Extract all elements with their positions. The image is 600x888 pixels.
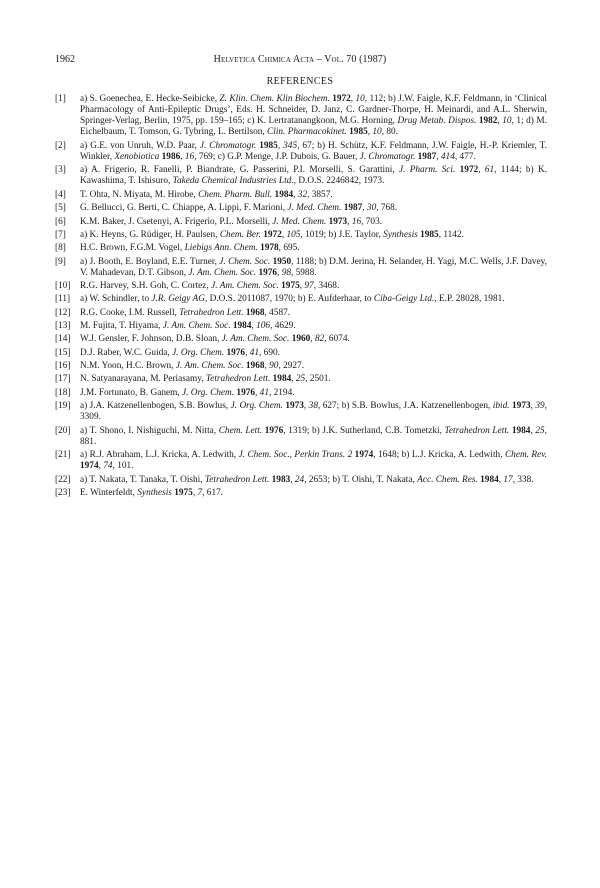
reference-number: [18] <box>55 387 71 398</box>
reference-text: K.M. Baker, J. Csetenyi, A. Frigerio, P.L. Morselli, J. Med. Chem. 1973, 16, 703. <box>80 216 383 227</box>
reference-text: a) S. Goenechea, E. Hecke-Seibicke, Z. Klin. Chem. Klin Biochem. 1972, 10, 112; b) J.W. Faigle, K.F. Feldmann, in ‘Clinical Pharmacology of Anti-Epileptic Drugs’, Eds. H. Schneider, D. Janz, C. Gardner-Thorpe, H. Meinardi, and A.L. Sherwin, Springer-Verlag, Berlin, 1975, pp. 159–165; c) K. Lertratanangkoon, M.G. Horning, Drug Metab. Dispos. 1982, 10, 1; d) M. Eichelbaum, T. Tomson, G. Tybring, L. Bertilson, Clin. Pharmacokinet. 1985, 10, 80. <box>80 94 548 138</box>
reference-text: R.G. Harvey, S.H. Goh, C. Cortez, J. Am. Chem. Soc. 1975, 97, 3468. <box>80 281 340 292</box>
reference-item <box>55 321 547 332</box>
reference-item <box>55 374 547 385</box>
reference-item <box>55 308 547 319</box>
reference-text: a) J. Booth, E. Boyland, E.E. Turner, J. Chem. Soc. 1950, 1188; b) D.M. Jerina, H. Selander, H. Yagi, M.C. Wells, J.F. Davey, V. Mahadevan, D.T. Gibson, J. Am. Chem. Soc. 1976, 98, 5988. <box>80 256 547 278</box>
reference-number: [1] <box>55 94 66 104</box>
reference-text: G. Bellucci, G. Berti, C. Chiappe, A. Lippi, F. Marioni, J. Med. Chem. 1987, 30, 768. <box>80 203 398 214</box>
reference-text: W.J. Gensler, F. Johnson, D.B. Sloan, J. Am. Chem. Soc. 1960, 82, 6074. <box>80 334 350 345</box>
reference-item <box>55 401 547 423</box>
reference-item <box>55 348 547 359</box>
reference-text: N.M. Yoon, H.C. Brown, J. Am. Chem. Soc. 1968, 90, 2927. <box>80 361 305 372</box>
reference-text: H.C. Brown, F.G.M. Vogel, Liebigs Ann. Chem. 1978, 695. <box>80 243 300 254</box>
reference-item <box>55 361 547 372</box>
reference-number: [8] <box>55 243 66 254</box>
reference-number: [14] <box>55 334 71 345</box>
page-number: 1962 <box>55 54 75 65</box>
reference-number: [5] <box>55 203 66 214</box>
reference-item <box>55 257 547 279</box>
reference-text: T. Ohta, N. Miyata, M. Hirobe, Chem. Pharm. Bull. 1984, 32, 3857. <box>80 189 333 200</box>
reference-item <box>55 475 547 486</box>
reference-number: [10] <box>55 281 71 292</box>
reference-number: [13] <box>55 321 71 332</box>
reference-text: D.J. Raber, W.C. Guida, J. Org. Chem. 1976, 41, 690. <box>80 347 280 358</box>
reference-item <box>55 294 547 305</box>
reference-text: a) A. Frigerio, R. Fanelli, P. Biandrate, G. Passerini, P.I. Morselli, S. Garattini, J. Pharm. Sci. 1972, 61, 1144; b) K. Kawashima, T. Ishisuro, Takeda Chemical Industries Ltd., D.O.S. 2246842, 1973. <box>80 165 547 187</box>
reference-text: a) T. Shono, I. Nishiguchi, M. Nitta, Chem. Lett. 1976, 1319; b) J.K. Sutherland, C.B. Tometzki, Tetrahedron Lett. 1984, 25, 881. <box>80 425 547 447</box>
reference-item <box>55 165 547 187</box>
reference-number: [11] <box>55 294 71 305</box>
reference-number: [20] <box>55 425 71 436</box>
reference-number: [21] <box>55 450 71 461</box>
reference-item <box>55 243 547 254</box>
reference-item <box>55 281 547 292</box>
reference-item <box>55 426 547 448</box>
reference-text: a) J.A. Katzenellenbogen, S.B. Bowlus, J. Org. Chem. 1973, 38, 627; b) S.B. Bowlus, J.A. Katzenellenbogen, ibid. 1973, 39, 3309. <box>80 401 547 423</box>
reference-item <box>55 334 547 345</box>
reference-text: a) W. Schindler, to J.R. Geigy AG, D.O.S. 2011087, 1970; b) E. Aufderhaar, to Ciba-Geigy Ltd., E.P. 28028, 1981. <box>80 294 505 305</box>
reference-text: a) G.E. von Unruh, W.D. Paar, J. Chromatogr. 1985, 345, 67; b) H. Schütz, K.F. Feldmann, J.W. Faigle, H.-P. Kriemler, T. Winkler, Xenobiotica 1986, 16, 769; c) G.P. Menge, J.P. Dubois, G. Bauer, J. Chromatogr. 1987, 414, 477. <box>80 140 547 162</box>
reference-number: [6] <box>55 216 66 227</box>
reference-text: R.G. Cooke, I.M. Russell, Tetrahedron Lett. 1968, 4587. <box>80 307 291 318</box>
reference-number: [22] <box>55 474 71 485</box>
reference-item <box>55 217 547 228</box>
section-title: REFERENCES <box>266 76 334 87</box>
reference-number: [3] <box>55 165 66 176</box>
reference-item <box>55 450 547 472</box>
reference-text: a) T. Nakata, T. Tanaka, T. Oishi, Tetrahedron Lett. 1983, 24, 2653; b) T. Oishi, T. Nakata, Acc. Chem. Res. 1984, 17, 338. <box>80 474 534 485</box>
reference-number: [23] <box>55 487 71 498</box>
reference-text: M. Fujita, T. Hiyama, J. Am. Chem. Soc. 1984, 106, 4629. <box>80 321 296 332</box>
page-header <box>55 54 545 68</box>
reference-item <box>55 190 547 201</box>
reference-text: a) K. Heyns, G. Rüdiger, H. Paulsen, Chem. Ber. 1972, 105, 1019; b) J.E. Taylor, Synthesis 1985, 1142. <box>80 229 464 240</box>
journal-title: Helvetica Chimica Acta – Vol. 70 (1987) <box>213 54 387 65</box>
reference-text: J.M. Fortunato, B. Ganem, J. Org. Chem. 1976, 41, 2194. <box>80 387 295 398</box>
reference-number: [7] <box>55 229 66 240</box>
reference-text: a) R.J. Abraham, L.J. Kricka, A. Ledwith, J. Chem. Soc., Perkin Trans. 2 1974, 1648; b) L.J. Kricka, A. Ledwith, Chem. Rev. 1974, 74, 101. <box>80 450 547 472</box>
reference-item <box>55 230 547 241</box>
reference-item <box>55 203 547 214</box>
reference-list <box>55 94 547 501</box>
reference-number: [9] <box>55 256 66 267</box>
reference-text: E. Winterfeldt, Synthesis 1975, 7, 617. <box>80 487 224 498</box>
reference-item <box>55 388 547 399</box>
reference-text: N. Satyanarayana, M. Periasamy, Tetrahedron Lett. 1984, 25, 2501. <box>80 374 331 385</box>
reference-number: [2] <box>55 140 66 151</box>
reference-number: [4] <box>55 189 66 200</box>
reference-number: [16] <box>55 361 71 372</box>
reference-number: [19] <box>55 401 71 412</box>
reference-number: [17] <box>55 374 71 385</box>
reference-number: [12] <box>55 307 71 318</box>
reference-item <box>55 141 547 163</box>
reference-item <box>55 488 547 499</box>
reference-number: [15] <box>55 347 71 358</box>
reference-item <box>55 94 547 139</box>
